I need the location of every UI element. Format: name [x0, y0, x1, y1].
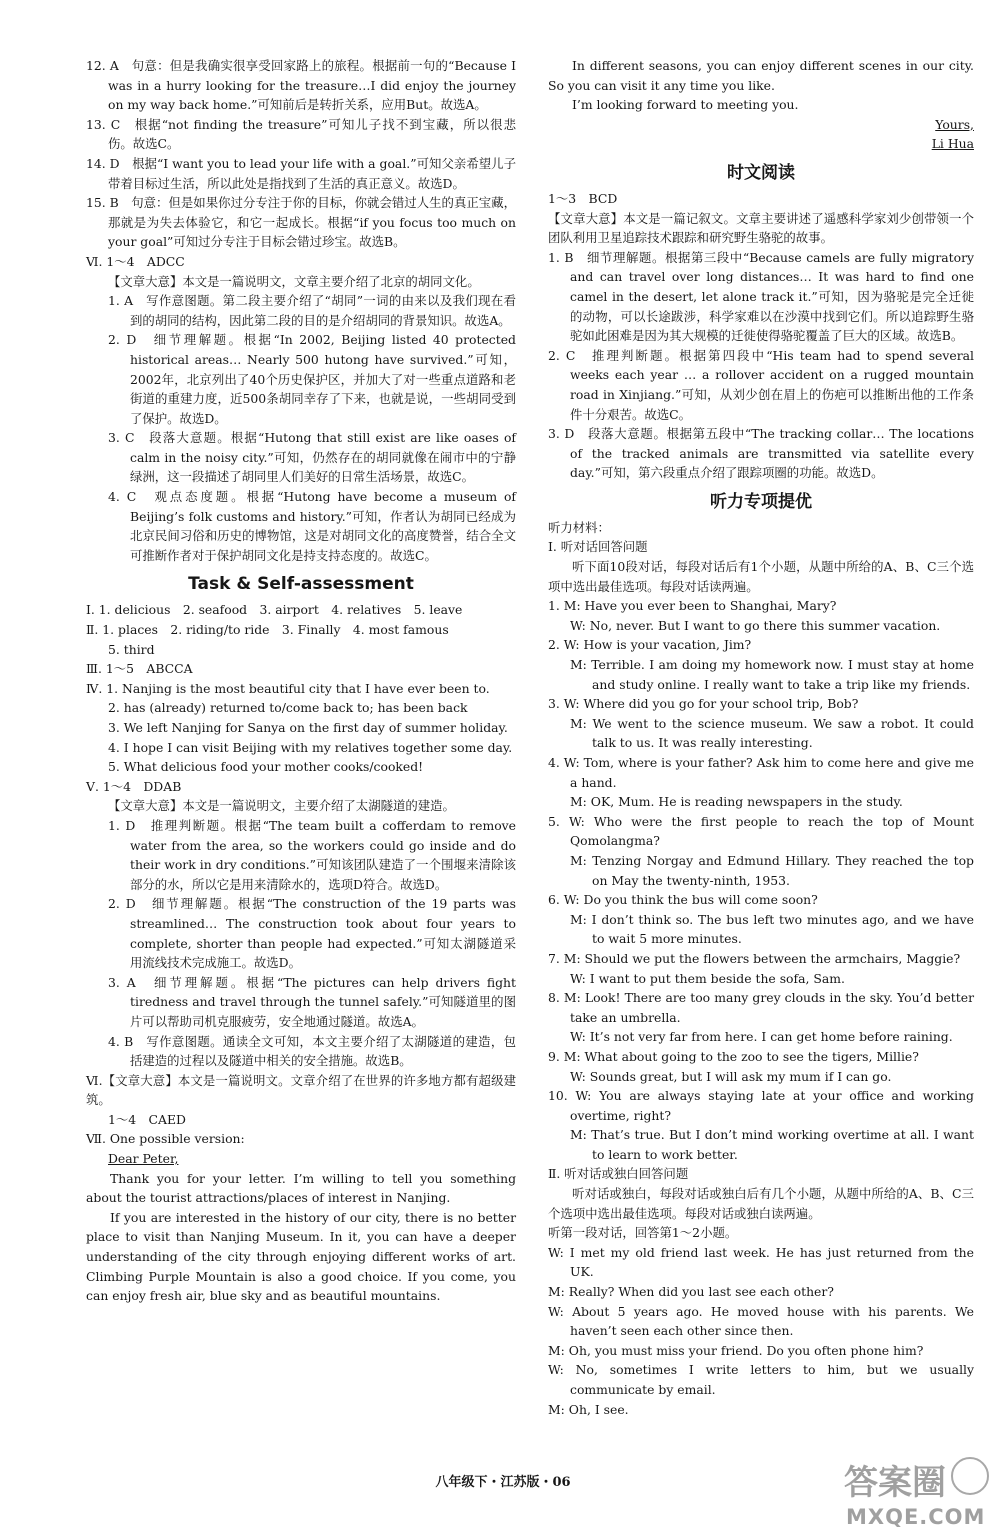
watermark-text-cn: 答案圈	[844, 1463, 946, 1503]
section-heading: 时文阅读	[727, 162, 795, 183]
text-line: 听第一段对话，回答第1～2小题。	[548, 1225, 738, 1241]
text-line: M: Really? When did you last see each other?	[548, 1284, 834, 1300]
text-line: 8. M: Look! There are too many grey clouds in the sky. You’d better take an umbrella.	[548, 990, 974, 1025]
page-footer: 八年级下・江苏版・06	[435, 1475, 571, 1490]
text-line: 10. W: You are always staying late at your office and working overtime, right?	[548, 1088, 974, 1123]
text-line: W: I met my old friend last week. He has just returned from the UK.	[548, 1244, 974, 1280]
watermark-logo	[840, 1452, 990, 1530]
text-line: 15. B 句意：但是如果你过分专注于你的目标，你就会错过人生的真正宝藏，那就是为失去体验它，和它一起成长。根据“if you focus too much on your goal”可知过分专注于目标会错过珍宝。故选B。	[86, 195, 516, 250]
text-line: 1. A 写作意图题。第二段主要介绍了“胡同”一词的由来以及我们现在看到的胡同的结构，因此第二段的目的是介绍胡同的背景知识。故选A。	[108, 293, 516, 328]
text-line: 4. B 写作意图题。通读全文可知，本文主要介绍了太湖隧道的建造，包括建造的过程以及隧道中相关的安全措施。故选B。	[108, 1033, 516, 1069]
text-line: Yours,	[935, 116, 974, 132]
text-line: 5. third	[108, 641, 155, 657]
text-line: In different seasons, you can enjoy different scenes in our city. So you can visit it any time you like.	[548, 58, 974, 93]
text-line: 3. We left Nanjing for Sanya on the first day of summer holiday.	[108, 720, 508, 735]
text-line: 听下面10段对话，每段对话后有1个小题，从题中所给的A、B、C三个选项中选出最佳选项。每段对话读两遍。	[548, 559, 974, 594]
text-line: Ⅶ. One possible version:	[86, 1131, 245, 1147]
text-line: M: Oh, you must miss your friend. Do you often phone him?	[548, 1342, 924, 1358]
text-line: Dear Peter,	[108, 1151, 179, 1167]
text-line: Li Hua	[931, 136, 974, 152]
text-line: 13. C 根据“not finding the treasure”可知儿子找不到宝藏，所以很悲伤。故选C。	[86, 116, 516, 152]
text-line: I’m looking forward to meeting you.	[572, 97, 799, 113]
text-line: 1～3 BCD	[548, 190, 618, 206]
text-line: 7. M: Should we put the flowers between the armchairs, Maggie?	[548, 950, 961, 966]
text-line: 2. has (already) returned to/come back to; has been back	[108, 700, 468, 716]
text-line: M: That’s true. But I don’t mind working overtime at all. I want to learn to work better.	[570, 1127, 974, 1162]
text-line: 4. I hope I can visit Beijing with my relatives together some day.	[108, 739, 513, 755]
text-line: 1. M: Have you ever been to Shanghai, Mary?	[548, 598, 837, 614]
text-line: W: It’s not very far from here. I can get home before raining.	[570, 1029, 953, 1045]
text-line: If you are interested in the history of our city, there is no better place to visit than Nanjing Museum. In it, you can have a deeper understanding of the city through enjoying different works of art. Climbing Purple Mountain is also a good choice. If you come, you can enjoy fresh air, blue sky and as beautiful mountains.	[86, 1209, 516, 1304]
text-line: 2. D 细节理解题。根据“The construction of the 19 parts was streamlined… The construction took about four years to complete, shorter than people had expected.”可知太湖隧道采用流线技术完成施工。故选D。	[108, 896, 516, 971]
text-line: 6. W: Do you think the bus will come soon?	[548, 892, 818, 908]
text-line: W: No, never. But I want to go there this summer vacation.	[570, 617, 941, 633]
text-line: W: Sounds great, but I will ask my mum if I can go.	[570, 1068, 892, 1084]
text-line: 3. W: Where did you go for your school trip, Bob?	[548, 696, 859, 712]
watermark-text-url: MXQE.COM	[846, 1505, 986, 1529]
section-heading: Task & Self-assessment	[188, 574, 414, 595]
text-line: 【文章大意】本文是一篇说明文，文章主要介绍了北京的胡同文化。	[108, 273, 480, 289]
text-line: 3. D 段落大意题。根据第五段中“The tracking collar… The locations of the tracked animals are transmitted via satellite every day.”可知，第六段重点介绍了跟踪项圈的功能。故选D。	[548, 426, 974, 481]
text-line: 12. A 句意：但是我确实很享受回家路上的旅程。根据前一句的“Because I was in a hurry looking for the treasure…I did enjoy the journey on my way back home.”可知前后是转折关系，应用But。故选A。	[86, 58, 516, 113]
text-line: W: About 5 years ago. He moved house with his parents. We haven’t seen each other since then.	[548, 1303, 974, 1339]
text-line: M: OK, Mum. He is reading newspapers in the study.	[570, 794, 903, 810]
text-line: 14. D 根据“I want you to lead your life with a goal.”可知父亲希望儿子带着目标过生活，所以此处是指找到了生活的真正意义。故选D。	[86, 155, 516, 191]
text-line: 【文章大意】本文是一篇说明文，主要介绍了太湖隧道的建造。	[108, 798, 455, 814]
text-line: Thank you for your letter. I’m willing to tell you something about the tourist attractions/places of interest in Nanjing.	[86, 1170, 516, 1206]
text-line: Ⅵ. 1～4 ADCC	[86, 253, 185, 269]
text-line: 4. W: Tom, where is your father? Ask him to come here and give me a hand.	[548, 755, 974, 790]
text-line: W: I want to put them beside the sofa, Sam.	[570, 970, 845, 986]
text-line: 1～4 CAED	[108, 1111, 186, 1127]
text-line: 2. C 推理判断题。根据第四段中“His team had to spend several weeks each year … a rollover accident on a rugged mountain road in Xinjiang.”可知，从刘少创在眉上的伤疤可以推断出他的工作条件十分艰苦。故选C。	[548, 347, 974, 422]
text-line: Ⅳ. 1. Nanjing is the most beautiful city that I have ever been to.	[86, 680, 490, 696]
text-line: 3. C 段落大意题。根据“Hutong that still exist are like oases of calm in the noisy city.”可知，仍然存在的胡同就像在闹市中的宁静绿洲，这一段描述了胡同里人们美好的日常生活场景，故选C。	[108, 430, 516, 485]
text-line: Ⅲ. 1～5 ABCCA	[86, 661, 193, 677]
text-line: Ⅰ. 1. delicious 2. seafood 3. airport 4. relatives 5. leave	[86, 602, 463, 618]
text-line: 3. A 细节理解题。根据“The pictures can help drivers fight tiredness and travel through the tunnel safely.”可知隧道里的图片可以帮助司机克服疲劳，安全地通过隧道。故选A。	[108, 974, 516, 1029]
text-line: 听力材料：	[548, 519, 610, 535]
text-line: 2. W: How is your vacation, Jim?	[548, 637, 752, 653]
text-line: Ⅱ. 听对话或独白回答问题	[548, 1166, 689, 1182]
text-line: Ⅰ. 听对话回答问题	[548, 539, 648, 555]
text-line: 2. D 细节理解题。根据“In 2002, Beijing listed 40 protected historical areas… Nearly 500 hutong have survived.”可知，2002年，北京列出了40个历史保护区，并加大了对一些重点道路和老街道的重建力度，近500条胡同幸存了下来，也就是说，一些胡同受到了保护。故选D。	[108, 332, 516, 426]
text-line: 【文章大意】本文是一篇记叙文。文章主要讲述了遥感科学家刘少创带领一个团队利用卫星追踪技术跟踪和研究野生骆驼的故事。	[548, 210, 974, 246]
text-line: 1. D 推理判断题。根据“The team built a cofferdam to remove water from the area, so the workers could go inside and do their work in dry conditions.”可知该团队建造了一个围堰来清除该部分的水，所以它是用来清除水的，选项D符合。故选D。	[108, 817, 516, 892]
left-column	[86, 56, 516, 1306]
text-line: W: No, sometimes I write letters to him, but we usually communicate by email.	[548, 1362, 974, 1397]
text-line: Ⅵ.【文章大意】本文是一篇说明文。文章介绍了在世界的许多地方都有超级建筑。	[86, 1072, 516, 1108]
text-line: M: Tenzing Norgay and Edmund Hillary. They reached the top on May the twenty-ninth, 1953.	[570, 852, 974, 888]
text-line: M: We went to the science museum. We saw a robot. It could talk to us. It was really interesting.	[570, 715, 974, 751]
text-line: 1. B 细节理解题。根据第三段中“Because camels are fully migratory and can travel over long distances… It was hard to find one camel in the desert, let alone track it.”可知，因为骆驼是完全迁徙的动物，可以长途跋涉，科学家难以在沙漠中找到它们。所以追踪野生骆驼如此困难是因为其大规模的迁徙使得骆驼覆盖了巨大的区域。故选B。	[548, 249, 974, 344]
section-heading: 听力专项提优	[710, 491, 812, 512]
text-line: 听对话或独白，每段对话或独白后有几个小题，从题中所给的A、B、C三个选项中选出最佳选项。每段对话或独白读两遍。	[548, 1186, 974, 1221]
text-line: 9. M: What about going to the zoo to see the tigers, Millie?	[548, 1048, 919, 1064]
text-line: Ⅴ. 1～4 DDAB	[86, 778, 182, 794]
right-column	[548, 56, 974, 1419]
text-line: Ⅱ. 1. places 2. riding/to ride 3. Finally 4. most famous	[86, 622, 449, 638]
text-line: M: I don’t think so. The bus left two minutes ago, and we have to wait 5 more minutes.	[570, 911, 974, 947]
text-line: 5. W: Who were the first people to reach the top of Mount Qomolangma?	[548, 813, 974, 849]
text-line: M: Terrible. I am doing my homework now. I must stay at home and study online. I really want to take a trip like my friends.	[570, 657, 974, 692]
text-line: 5. What delicious food your mother cooks/cooked!	[108, 759, 424, 775]
text-line: M: Oh, I see.	[548, 1401, 629, 1417]
text-line: 4. C 观点态度题。根据“Hutong have become a museum of Beijing’s folk customs and history.”可知，作者认为胡同已经成为北京民间习俗和历史的博物馆，这是对胡同文化的高度赞誉，结合全文可推断作者对于保护胡同文化是持支持态度的。故选C。	[108, 489, 516, 563]
